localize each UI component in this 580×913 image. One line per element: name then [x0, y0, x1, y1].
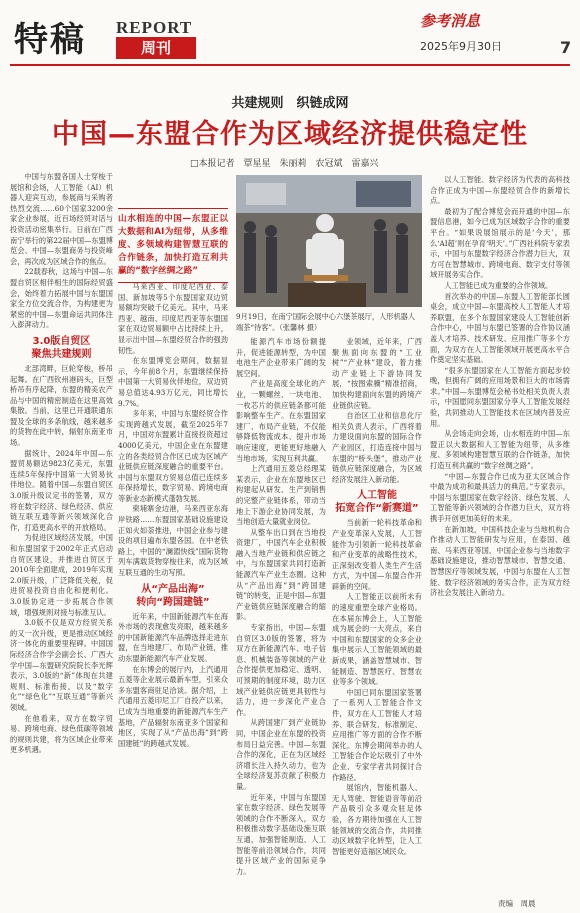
paragraph: 专家指出，中国—东盟自贸区3.0版的签署，将为双方在新能源汽车、电子信息、机械装备等领域的产业合作提供更加稳定、透明、可预期的制度环境，助力区域产业链供应链更具韧性与活力，进一步深化产业合作。	[236, 623, 326, 717]
paragraph: 以人工智能、数字经济为代表的高科技合作正成为中国—东盟经贸合作的新增长点。	[430, 175, 570, 206]
paragraph: 中国与东盟各国人士穿梭于展馆和会场，人工智能（AI）机器人迎宾互动，参展商与采购者热烈交流……60个国家3200余家企业参展，近百场经贸对话与投资活动密集举行。日前在广西南宁举行的第22届中国—东盟博览会、中国—东盟商务与投资峰会，再次成为区域合作的焦点。	[10, 172, 113, 266]
paragraph: 近年来，中国新能源汽车在海外市场的表现愈发亮眼，越来越多的中国新能源汽车品牌选择走进东盟，在当地建厂、布局产业链，推动东盟新能源汽车产业发展。	[118, 611, 228, 663]
paragraph: 近年来，中国与东盟国家在数字经济、绿色发展等领域的合作不断深入，双方积极推动数字基础设施互联互通，加强智能制造、人工智能等前沿领域合作，共同提升区域产业的国际竞争力。	[236, 792, 326, 876]
paragraph: 展馆内，智能机器人、无人驾驶、智能语音等前沿产品吸引众多观众驻足体验，各方期待加强在人工智能领域的交流合作，共同推动区域数字化转型，让人工智能更好造福区域民众。	[332, 783, 422, 856]
paragraph: 多年来，中国与东盟经贸合作实现跨越式发展，截至2025年7月，中国对东盟累计直接投资超过4000亿美元，中国企业在东盟建立的各类经贸合作区已成为区域产业链供应链深度融合的重要平台。中国与东盟双方贸易总值已连续多年保持增长，数字贸易、跨境电商等新业态新模式蓬勃发展。	[118, 409, 228, 503]
paragraph: 业领域，近年来，广西聚焦面向东盟的“工业树”“产业林”建设，着力推动产业链上下游协同发展，“按图索骥”精准招商，加快构建面向东盟的跨境产业链供应链。	[332, 337, 422, 410]
editor-credit: 责编 周晨	[498, 899, 536, 908]
article-column-4	[332, 337, 422, 894]
article-column-3	[236, 337, 326, 894]
subheading: 从“产品出海” 转向“跨国建链”	[136, 583, 210, 608]
paragraph: 3.0版不仅是双方经贸关系的又一次升级，更是推动区域经济一体化的重要里程碑。中国国际经济合作学会副会长、广西大学中国—东盟研究院院长李光辉表示，3.0版的“新”体现在共建规则、标准衔接，以及“数字化”“绿色化”“互联互通”等新兴领域。	[10, 618, 113, 712]
page-number: 7	[560, 38, 572, 57]
article-byline: □本报记者 覃星星 朱丽莉 农冠斌 雷嘉兴	[190, 159, 379, 169]
paragraph: 在东盟博览会期间，数据显示，今年前8个月，东盟继续保持中国第一大贸易伙伴地位，双边贸易总值达4.93万亿元，同比增长9.7%。	[118, 356, 228, 408]
section-title: 特稿	[14, 20, 86, 60]
paragraph: “很多东盟国家在人工智能方面起步较晚，但拥有广阔的应用场景和巨大的市场需求。”中国—东盟博览会秘书处相关负责人表示，中国愿同东盟国家分享人工智能发展经验，共同推动人工智能技术在区域内普及应用。	[430, 365, 570, 428]
weekly-badge: 周刊	[116, 37, 196, 59]
article-column-5	[430, 175, 570, 895]
paragraph: 马来西亚、印度尼西亚、泰国、新加坡等5个东盟国家双边贸易额均突破千亿美元。其中，马来西亚、越南、印度尼西亚等东盟国家在双边贸易额中占比持续上升，显示出中国—东盟经贸合作的强劲韧性。	[118, 282, 228, 355]
photo-caption: 9月19日，在南宁国际会展中心六堡茶展厅，人形机器人端茶“待客”。（张馨林 摄）	[236, 312, 416, 332]
paragraph: 上汽通用五菱总经理某某表示，企业在东盟地区已构建起从研发、生产到销售的完整产业链体系，带动当地上下游企业协同发展，为当地创造大量就业岗位。	[236, 464, 326, 527]
paragraph: 据统计，2024年中国—东盟贸易额达9823亿美元，东盟连续5年保持中国第一大贸易伙伴地位。随着中国—东盟自贸区3.0版升级议定书的签署，双方将在数字经济、绿色经济、供应链互联互通等新兴领域深化合作，打造更高水平的开放格局。	[10, 448, 113, 532]
paragraph: 产业是高度全球化的产业，一颗螺丝、一块电池、一枚芯片的供应链条都可能影响整车生产。在东盟国家建厂、布局产业链，不仅能够降低物流成本、提升市场响应速度，更能更好地融入当地市场，实现互利共赢。	[236, 379, 326, 463]
paragraph: 首次举办的中国—东盟人工智能部长圆桌会，成立中国—东盟高校人工智能人才培养联盟，在多个东盟国家建设人工智能创新合作中心，中国与东盟已签署的合作协议涵盖人才培养、技术研发、应用推广等多个方面，为双方在人工智能领域开展更高水平合作奠定坚实基础。	[430, 291, 570, 365]
subheading: 3.0版自贸区 聚焦共建规则	[31, 335, 92, 360]
paragraph: 从跨国建厂到产业链协同，中国企业在东盟的投资布局日益完善。中国—东盟合作的深化，正在为区域经济增长注入持久动力，也为全球经济复苏贡献了积极力量。	[236, 718, 326, 791]
issue-date: 2025年9月30日	[420, 40, 502, 53]
pull-quote: 山水相连的中国—东盟正以大数据和AI为纽带，从多维度、多领域构建智慧互联的合作链条，加快打造互利共赢的“数字丝绸之路”	[118, 208, 228, 283]
exhibition-hall-photo	[236, 175, 422, 307]
masthead-rule	[10, 64, 570, 66]
newspaper-logo: 参考消息	[420, 12, 481, 30]
paragraph: 人工智能正以前所未有的速度重塑全球产业格局。在本届东博会上，人工智能成为展会的一大亮点，来自中国和东盟国家的众多企业集中展示人工智能领域的最新成果，涵盖智慧城市、智能制造、智慧医疗、智慧农业等多个领域。	[332, 592, 422, 687]
report-label: REPORT	[116, 18, 193, 37]
paragraph: 22载春秋，这场与中国—东盟自贸区相伴相生的国际经贸盛会，始终着力拓展中国与东盟国家全方位交流合作，为构建更为紧密的中国—东盟命运共同体注入澎湃动力。	[10, 267, 113, 330]
article-photo	[236, 175, 422, 307]
article-headline: 中国—东盟合作为区域经济提供稳定性	[52, 119, 528, 150]
paragraph: 人工智能已成为重要的合作领域。	[444, 280, 553, 290]
subheading: 人工智能 拓宽合作“新赛道”	[335, 490, 419, 515]
paragraph: 柬埔寨金边港，马来西亚东海岸铁路……东盟国家基础设施建设正如火如荼推进，中国企业参与建设的项目遍布东盟各国。在中老铁路上，中国的“澜湄快线”国际货物列车满载货物穿梭往来，成为区域互联互通的生动写照。	[118, 504, 228, 578]
paragraph: 从会场走向会场，山水相连的中国—东盟正以大数据和人工智能为纽带，从多维度、多领域构建智慧互联的合作链条，加快打造互利共赢的“数字丝绸之路”。	[430, 429, 570, 471]
paragraph: 为促进区域经济发展，中国和东盟国家于2002年正式启动自贸区建设，并推进自贸区于2010年全面建成，2019年实现2.0版升级，广泛降低关税，促进贸易投资自由化和便利化。3.0版协定进一步拓展合作领域，增强规则对接与标准互认。	[10, 533, 113, 617]
paragraph: 在新加坡，中国科技企业与当地机构合作推动人工智能研发与应用，在泰国、越南、马来西亚等国，中国企业参与当地数字基础设施建设，推动智慧城市、智慧交通、智慧医疗等领域发展，中国与东盟在人工智能、数字经济领域的务实合作，正为双方经济社会发展注入新动力。	[430, 524, 570, 598]
paragraph: 最初为了配合博览会而开通的中国—东盟信息港，如今已成为区域数字合作的重要平台。“如果说展馆展示的是‘今天’，那么‘AI超’则在孕育‘明天’。”广西社科院专家表示，中国与东盟数字经济合作潜力巨大，双方可在智慧城市、跨境电商、数字支付等领域开展务实合作。	[430, 206, 570, 280]
article-kicker: 共建规则 织链成网	[231, 96, 349, 111]
paragraph: 能源汽车市场份额提升，促进能源转型，为中国电池生产企业带来广阔的发展空间。	[236, 337, 326, 378]
paragraph: 当前新一轮科技革命和产业变革深入发展，人工智能作为引领新一轮科技革命和产业变革的战略性技术，正深刻改变着人类生产生活方式，为中国—东盟合作开辟新的空间。	[332, 518, 422, 591]
article-column-2	[118, 282, 228, 894]
paragraph: 在东博会的展厅内，上汽通用五菱等企业展示最新车型，引来众多东盟客商驻足洽谈。据介绍，上汽通用五菱印尼工厂自投产以来，已成为当地重要的新能源汽车生产基地，产品辐射东南亚多个国家和地区，实现了从“产品出海”到“跨国建链”的跨越式发展。	[118, 664, 228, 748]
paragraph: 北部湾畔，巨轮穿梭，桥吊起舞。在广西钦州港码头，巨型桥吊有序起降，东盟的精美农产品与中国的精密制造在这里高效集散。当前，这里已开通联通东盟及全球的多条航线，越来越多的货物在此中转，辐射东南亚市场。	[10, 363, 113, 448]
paragraph: 从整车出口到在当地投资建厂，中国汽车企业积极融入当地产业链和供应链之中，与东盟国家共同打造新能源汽车产业生态圈。这种从“产品出海”到“跨国建链”的转变，正是中国—东盟产业链供应链深度融合的缩影。	[236, 527, 326, 622]
masthead	[0, 0, 580, 64]
article-column-1	[10, 172, 113, 894]
paragraph: 自治区工业和信息化厅相关负责人表示，广西将着力建设面向东盟的国际合作产业园区，打造连接中国与东盟的“桥头堡”，推动产业链供应链深度融合，为区域经济发展注入新动能。	[332, 411, 422, 484]
paragraph: 在他看来，双方在数字贸易、跨境电商、绿色低碳等领域的规则共建，将为区域企业带来更多机遇。	[10, 713, 113, 755]
paragraph: 中国已同东盟国家签署了一系列人工智能合作文件，双方在人工智能人才培养、联合研发、标准制定、应用推广等方面的合作不断深化。东博会期间举办的人工智能合作论坛吸引了中外企业、专家学者共同探讨合作路径。	[332, 687, 422, 782]
paragraph: “中国—东盟合作已成为亚太区域合作中最为成功和最具活力的典范。”专家表示，中国与东盟国家在数字经济、绿色发展、人工智能等新兴领域的合作潜力巨大，双方将携手开创更加美好的未来。	[430, 471, 570, 523]
